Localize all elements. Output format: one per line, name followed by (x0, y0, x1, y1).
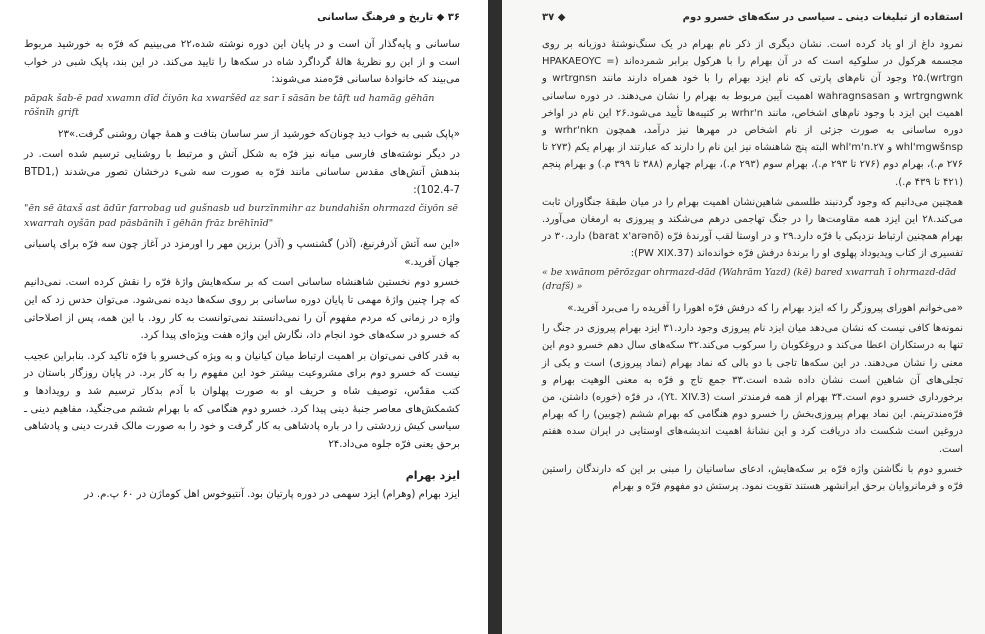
left-page-number: ۳۶ (447, 11, 460, 23)
right-page-number-group (542, 12, 565, 23)
section-title: ایزد بهرام (405, 469, 460, 483)
left-paragraph-1: ساسانی و پایه‌گذار آن است و در پایان این دوره نوشته شده،۲۲ می‌بینیم که فرّه به خورشید مربوط است و از این رو نظریهٔ هالهٔ گرداگرد شاه در سکه‌ها را تایید می‌کند. در این بند، پاپک شبی در خواب می‌بیند که خانوادهٔ ساسانی فرّه‌مند می‌شوند: (24, 39, 460, 86)
right-quote-1: «می‌خوانم اهورای پیروزگر را که ایزد بهرام را که درفش فرّه اهورا را آفریده را می‌برد آفرید.» (567, 302, 963, 314)
left-quote-2: «این سه آتش آذرفرنبغ، (آذر) گشنسپ و (آذر) برزین مهر را اورمزد در آغاز چون سه فرّه برای پاسبانی جهان آفرید.» (24, 239, 460, 268)
left-paragraph-3: خسرو دوم نخستین شاهنشاه ساسانی است که بر سکه‌هایش واژهٔ فرّه را نقش کرده است. نمی‌دانیم که چرا چنین واژهٔ مهمی تا پایان دوره ساسانی بر روی سکه‌ها دیده نمی‌شود. می‌توان حدس زد که این واژه در زمانی که مردم مفهوم آن را نمی‌دانستند نمی‌توانست به کار رود. با این همه، پس از اصلاحاتی که خسرو در سکه‌های خود انجام داد، نگارش این واژه هفت ویژه‌ای پیدا کرد. (24, 277, 460, 342)
right-paragraph-3: نمونه‌ها کافی نیست که نشان می‌دهد میان ایزد نام پیروزی وجود دارد.۳۱ ایزد بهرام پیروزی در جنگ را تنها به درستکاران اعطا می‌کند و دروغکوبان را سرکوب می‌کند.۳۲ سکه‌های سال دهم خسرو دوم این معنی را نشان می‌دهند. در این سکه‌ها تاجی با دو بالی که نماد بهرام (نماد پیروزی) است و یکی از تجلی‌های آن شاهین است نشان داده شده است.۳۳ جمع تاج و فرّه به معنی الوهیت بهرام و برخورداری خسرو دوم است.۳۴ بهرام از همه فرمندتر است (Yt. XIV.3)، در فرّه (خوره) داشتن، من فرّه‌مندترینم. این نماد بهرام پیروزی‌بخش را خسرو دوم هنگامی که بهرام ششم (چوبین) را که بهرام دروغین است شکست داد دریافت کرد و این نشانهٔ اهمیت اندیشه‌های اوستایی در ایران سده هفتم است. (542, 323, 964, 455)
left-section-paragraph: ایزد بهرام (وهرام) ایزد سهمی در دوره پارتیان بود. آنتیوخوس اهل کوماژن در ۶۰ پ.م. در (84, 489, 460, 501)
left-page-running-title: تاریخ و فرهنگ ساسانی (317, 11, 434, 23)
left-paragraph-2: در دیگر نوشته‌های فارسی میانه نیز فرّه به شکل آتش و مرتبط با روشنایی ترسیم شده است. در بندهش آتش‌های مقدس ساسانی مانند فرّه به صورت سه شیء درخشان تصور می‌شدند (BTD1, 102.4-7): (24, 149, 460, 196)
right-page-number: ۳۷ (542, 11, 555, 23)
left-page (0, 0, 488, 634)
book-spine (488, 0, 502, 634)
right-page-header (542, 10, 963, 24)
left-page-number-group (317, 12, 460, 23)
left-quote-1: «پاپک شبی به خواب دید چونان‌که خورشید از سر ساسان بتافت و همهٔ جهان روشنی گرفت.»۲۳ (57, 128, 460, 140)
left-header-separator: ◆ (436, 11, 445, 23)
right-paragraph-2: همچنین می‌دانیم که وجود گردنبند طلسمی شاهین‌نشان اهمیت بهرام را در میان طبقهٔ جنگاوران ثابت می‌کند.۲۸ این ایزد همه مقاومت‌ها را در جنگ تهاجمی درهم می‌شکند و پیروزی به ارمغان می‌آورد. بهرام همچنین ارتباط نزدیکی با فرّه دارد.۲۹ و در اوستا لقب آورندهٔ فرّه (barat x'arənō) دارد.۳۰ در تفسیری از کتاب ویدیوداد پهلوی او را برندهٔ درفش فرّه خوانده‌اند (PW XIX.37): (542, 196, 963, 260)
left-page-header (24, 10, 460, 24)
left-paragraph-4: به قدر کافی نمی‌توان بر اهمیت ارتباط میان کیانیان و به ویژه کی‌خسرو با فرّه تاکید کرد. بنابراین عجیب نیست که خسرو دوم برای مشروعیت بیشتر خود این مفهوم را به کار برد. در پایان روزگار باستان در کتب مقدّس، توصیف شاه و حریف او به صورت پهلوان با آدم بدکار ترسیم شد و رویدادها و کشمکش‌های معاصر جنبهٔ دینی پیدا کرد. خسرو دوم هنگامی که با بهرام ششم می‌جنگید، مفاهیم دینی ـ سیاسی کیش زردشتی را در باره پادشاهی به کار گرفت و خود را به صورت مالک قدرت دینی و پادشاهی برحق یعنی فرّه جلوه می‌داد.۲۴ (24, 350, 460, 450)
right-header-separator: ◆ (557, 11, 566, 23)
right-paragraph-1: نمرود داغ از او یاد کرده است. نشان دیگری از ذکر نام بهرام در یک سنگ‌نوشتهٔ دوزبانه بر روی مجسمه هرکول در سلوکیه است که در آن بهرام را با هرکول برابر شمرده‌اند (HPAKAEOYC = wrtrgn).۲۵ وجود آن نام‌های پارتی که نام ایزد بهرام را با خود همراه دارند مانند wrtrgnsn و wrtrgngwnk و wahragnsasan اهمیت آیین مربوط به بهرام را نشان می‌دهند. در دوره ساسانی اهمیت این ایزد با وجود نام‌های اشخاص، مانند wrhr'n بر کتیبه‌ها تأیید می‌شود.۲۶ این نام در اواخر دوره ساسانی به صورت جزئی از نام اشخاص در مهرها نیز درآمد، همچون wrhr'nkn و whl'mgwšnsp و whl'm'n.۲۷ البته پنج شاهنشاه نیز این نام را دارند که عبارتند از بهرام یکم (۲۷۳ تا ۲۷۶ م.)، بهرام دوم (۲۷۶ تا ۲۹۳ م.)، بهرام سوم (۲۹۳ م.)، بهرام چهارم (۳۸۸ تا ۳۹۹ م.) و بهرام پنجم (۴۲۱ تا ۴۳۹ م.). (542, 39, 964, 188)
right-page (502, 0, 985, 634)
left-transliteration-1: pāpak šab-ē pad xwamn dīd čiyōn ka xwaršēd az sar ī sāsān be tāft ud hamāg gēhān rōšnīh grift (24, 92, 435, 119)
right-page-running-title: استفاده از تبلیغات دینی ـ سیاسی در سکه‌های خسرو دوم (682, 11, 963, 23)
left-transliteration-2: "ēn sē ātaxš ast ādūr farrobag ud gušnasb ud burzīnmihr az bundahišn ohrmazd čiyōn sē xwarrah oyšān pad pāsbānīh ī gēhān frāz brēhīnīd" (24, 203, 458, 229)
right-transliteration-1: « be xwānom pērōzgar ohrmazd-dād (Wahrām Yazd) (kē) bared xwarrah ī ohrmazd-dād (drafš) » (542, 266, 957, 293)
right-paragraph-4: خسرو دوم با نگاشتن واژه فرّه بر سکه‌هایش، ادعای ساسانیان را مبنی بر این که دارندگان راستین فرّه و فرمانروایان برحق ایرانشهر هستند تقویت نمود. پرستش دو مفهوم فرّه و بهرام (542, 463, 963, 493)
